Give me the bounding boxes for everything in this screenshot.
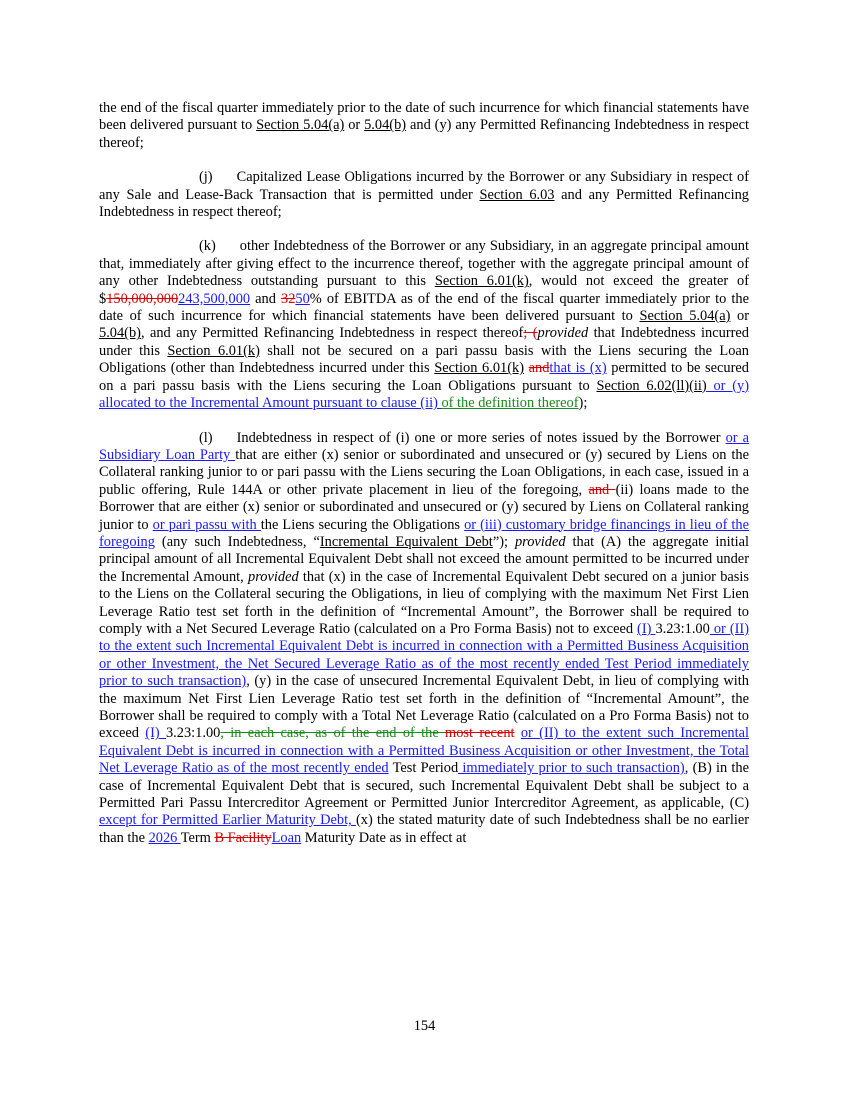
text-run: that (A) the aggregate initial principal amount of all Incremental Equivalent Debt shall not exceed the amount permitted to be incurred under the Incremental Amount, [99, 533, 750, 585]
text-run: Test Period [388, 760, 459, 777]
text-run: 3.23:1.00 [165, 725, 221, 742]
text-run: Term [180, 829, 215, 846]
text-run: , and any Permitted Refinancing Indebtedness in respect thereof [140, 325, 524, 342]
inserted-text: Loan [271, 829, 302, 846]
inserted-text: or (iii) customary bridge financings in lieu of the foregoing [99, 516, 750, 550]
clause-label: (j) [199, 169, 213, 186]
text-run: Maturity Date as in effect at [301, 829, 467, 846]
text-run: and any Permitted Refinancing Indebtedness in respect thereof; [99, 186, 749, 221]
inserted-text: 243,500,000 [178, 290, 251, 307]
deleted-text: 150,000,000 [106, 290, 179, 307]
inserted-text: immediately prior to such transaction) [458, 760, 685, 777]
document-page [99, 100, 749, 847]
text-run: 3.23:1.00 [655, 620, 710, 637]
text-run: the Liens securing the Obligations [260, 516, 465, 533]
italic-term: provided [248, 568, 299, 585]
text-run: the end of the fiscal quarter immediately prior to the date of such incurrence for which financial statements have been delivered pursuant to [99, 100, 749, 134]
text-run: permitted to be secured on a pari passu basis with the Liens securing the Loan Obligations pursuant to [99, 360, 749, 394]
text-run: or [344, 117, 365, 134]
inserted-text: (I) [145, 725, 166, 742]
text-run: , would not exceed the greater of $ [99, 273, 749, 307]
text-run: ”); [492, 533, 515, 550]
section-reference: 5.04(b) [364, 117, 407, 134]
italic-term: provided [537, 325, 589, 342]
inserted-text: or a Subsidiary Loan Party [99, 429, 749, 463]
text-run: (ii) loans made to the Borrower that are either (x) senior or subordinated and unsecured or (y) secured by Liens on Collateral ranking junior to [99, 481, 749, 533]
deleted-text: most recent [445, 725, 515, 742]
inserted-text: 50 [295, 290, 310, 307]
section-reference: Section 5.04(a) [256, 117, 345, 134]
page-number: 154 [413, 1018, 436, 1034]
text-run: , (B) in the case of Incremental Equivalent Debt that is secured, such Incremental Equivalent Debt shall be subject to a Permitted Pari Passu Intercreditor Agreement or Permitted Junior Intercreditor Agreement, as applicable, (C) [99, 760, 749, 812]
inserted-text: or (II) to the extent such Incremental Equivalent Debt is incurred in connection with a Permitted Business Acquisition or other Investment, the Total Net Leverage Ratio as of the most recently ended [99, 725, 749, 777]
text-run: and [250, 290, 281, 307]
text-run: other Indebtedness of the Borrower or any Subsidiary, in an aggregate principal amount that, immediately after giving effect to the incurrence thereof, together with the aggregate principal amount of any other Indebtedness outstanding pursuant to this [99, 238, 749, 290]
text-run: Indebtedness in respect of (i) one or more series of notes issued by the Borrower [236, 429, 726, 446]
section-reference: Section 6.03 [479, 186, 555, 203]
inserted-text: (I) [637, 620, 656, 637]
text-run: shall not be secured on a pari passu basis with the Liens securing the Loan Obligations (other than Indebtedness incurred under this [99, 342, 749, 377]
inserted-text: 2026 [148, 829, 181, 846]
deleted-text: 32 [281, 290, 296, 307]
text-run: Capitalized Lease Obligations incurred by the Borrower or any Subsidiary in respect of any Sale and Lease-Back Transaction that is permitted under [99, 169, 749, 203]
clause-label: (l) [199, 429, 213, 446]
deleted-text: B Facility [214, 829, 272, 846]
section-reference: Section 6.01(k) [167, 342, 260, 359]
defined-term: Incremental Equivalent Debt [319, 533, 493, 550]
section-reference: Section 5.04(a) [639, 308, 731, 325]
text-run: (x) the stated maturity date of such Indebtedness shall be no earlier than the [99, 812, 749, 846]
paragraph-continuation [99, 100, 749, 152]
deleted-text: and [588, 481, 616, 498]
paragraph-l [99, 430, 749, 848]
section-reference: Section 6.01(k) [434, 360, 525, 377]
section-reference: 5.04(b) [99, 325, 141, 342]
text-run: % of EBITDA as of the end of the fiscal quarter immediately prior to the date of such incurrence for which financial statements have been delivered pursuant to [99, 290, 749, 325]
text-run: , (y) in the case of unsecured Incremental Equivalent Debt, in lieu of complying with the maximum Net First Lien Leverage Ratio test set forth in the definition of “Incremental Amount”, the Borrower shall be required to comply with a Total Net Leverage Ratio (calculated on a Pro Forma Basis) not to exceed [99, 673, 749, 742]
paragraph-j [99, 169, 749, 221]
text-run: that (x) in the case of Incremental Equivalent Debt secured on a junior basis to the Liens on the Collateral securing the Obligations, in lieu of complying with the maximum Net First Lien Leverage Ratio test set forth in the definition of “Incremental Amount”, the Borrower shall be required to comply with a Net Secured Leverage Ratio (calculated on a Pro Forma Basis) not to exceed [99, 568, 749, 637]
inserted-text: or (y) allocated to the Incremental Amount pursuant to clause (ii) [99, 377, 749, 412]
text-run: or [730, 308, 749, 325]
deleted-text: ; ( [523, 325, 538, 342]
clause-label: (k) [199, 238, 216, 255]
text-run: (any such Indebtedness, “ [154, 533, 320, 550]
section-reference: Section 6.01(k) [434, 273, 529, 290]
text-run: and (y) any Permitted Refinancing Indebtedness in respect thereof; [99, 117, 749, 151]
inserted-text: or (II) to the extent such Incremental Equivalent Debt is incurred in connection with a Permitted Business Acquisition or other Investment, the Net Secured Leverage Ratio as of the most recently ended Test Period immediately prior to such transaction) [99, 620, 749, 690]
deleted-text: and [528, 360, 550, 377]
italic-term: provided [514, 533, 566, 550]
text-run: ); [578, 395, 588, 412]
paragraph-k [99, 238, 749, 412]
section-reference: Section 6.02(ll)(ii) [596, 377, 707, 394]
inserted-text: or pari passu with [152, 516, 261, 533]
inserted-text: except for Permitted Earlier Maturity Debt, [99, 812, 356, 829]
text-run: that are either (x) senior or subordinated and unsecured or (y) secured by Liens on the Collateral ranking junior to or pari passu with the Liens securing the Loan Obligations, in each case, issued in a public offering, Rule 144A or other private placement in lieu of the foregoing, [99, 446, 749, 498]
text-run: that Indebtedness incurred under this [99, 325, 749, 359]
deleted-text-moved: , in each case, as of the end of the [220, 725, 446, 742]
inserted-text: that is (x) [549, 360, 607, 377]
inserted-text-moved: of the definition thereof [441, 395, 579, 412]
